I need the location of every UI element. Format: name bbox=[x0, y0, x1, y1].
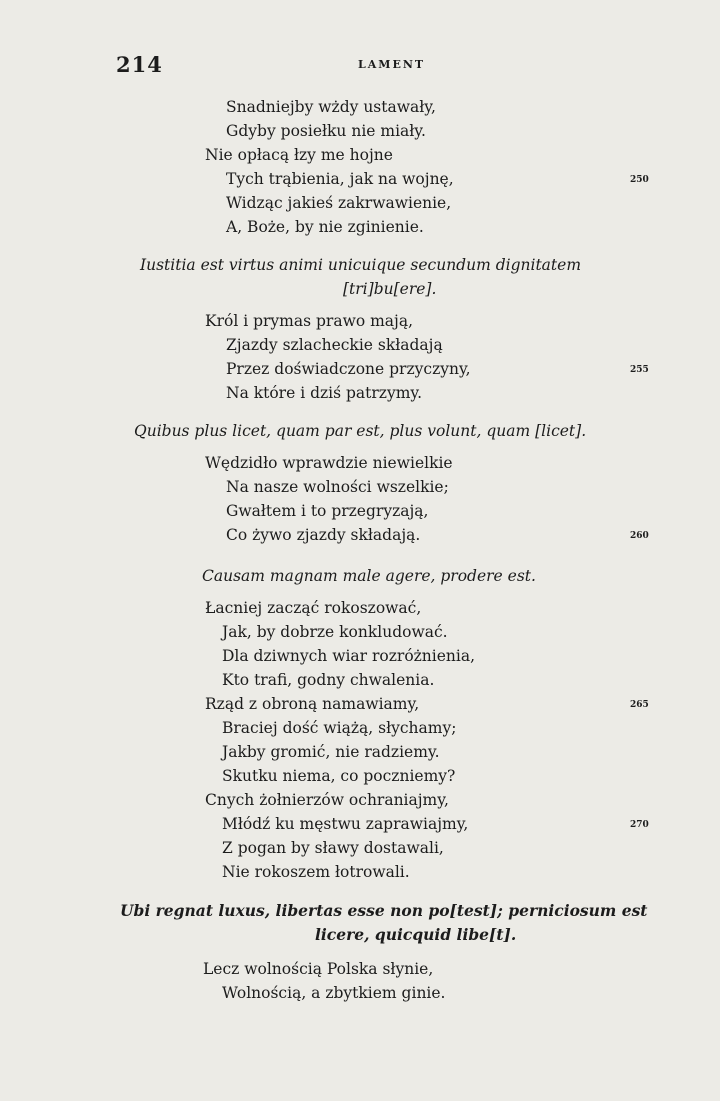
verse-line: Jakby gromić, nie radziemy. bbox=[222, 743, 440, 761]
latin-heading: Ubi regnat luxus, libertas esse non po[test]; perniciosum est bbox=[120, 901, 648, 920]
verse-line: Na które i dziś patrzymy. bbox=[226, 384, 423, 402]
line-number: 255 bbox=[630, 365, 649, 375]
verse-line: Skutku niema, co poczniemy? bbox=[222, 767, 456, 785]
line-number: 270 bbox=[630, 820, 649, 830]
verse-line: Młódź ku męstwu zaprawiajmy, bbox=[222, 815, 469, 833]
latin-heading: Quibus plus licet, quam par est, plus volunt, quam [licet]. bbox=[134, 422, 587, 440]
line-number: 265 bbox=[630, 700, 649, 710]
verse-line: Nie rokoszem łotrowali. bbox=[222, 863, 410, 881]
verse-line: Widząc jakieś zakrwawienie, bbox=[226, 194, 452, 212]
latin-heading: licere, quicquid libe[t]. bbox=[315, 925, 517, 944]
verse-line: Na nasze wolności wszelkie; bbox=[226, 478, 449, 496]
line-number: 250 bbox=[630, 175, 649, 185]
verse-line: Z pogan by sławy dostawali, bbox=[222, 839, 444, 857]
latin-heading: Causam magnam male agere, prodere est. bbox=[202, 567, 536, 585]
verse-line: Rząd z obroną namawiamy, bbox=[205, 695, 420, 713]
verse-line: Snadniejby wżdy ustawały, bbox=[226, 98, 436, 116]
verse-line: Dla dziwnych wiar rozróżnienia, bbox=[222, 647, 476, 665]
verse-line: Król i prymas prawo mają, bbox=[205, 312, 414, 330]
verse-line: Nie opłacą łzy me hojne bbox=[205, 146, 393, 164]
verse-line: Wolnością, a zbytkiem ginie. bbox=[222, 984, 446, 1002]
verse-line: Lecz wolnością Polska słynie, bbox=[203, 960, 434, 978]
verse-line: Jak, by dobrze konkludować. bbox=[222, 623, 448, 641]
verse-line: Co żywo zjazdy składają. bbox=[226, 526, 421, 544]
verse-line: Zjazdy szlacheckie składają bbox=[226, 336, 443, 354]
verse-line: Kto trafi, godny chwalenia. bbox=[222, 671, 435, 689]
latin-heading: Iustitia est virtus animi unicuique secundum dignitatem bbox=[140, 256, 582, 274]
verse-line: Przez doświadczone przyczyny, bbox=[226, 360, 471, 378]
verse-line: Braciej dość wiążą, słychamy; bbox=[222, 719, 457, 737]
verse-line: Cnych żołnierzów ochraniajmy, bbox=[205, 791, 449, 809]
verse-line: A, Boże, by nie zginienie. bbox=[226, 218, 424, 236]
verse-line: Tych trąbienia, jak na wojnę, bbox=[226, 170, 454, 188]
verse-line: Łacniej zacząć rokoszować, bbox=[205, 599, 422, 617]
verse-line: Wędzidło wprawdzie niewielkie bbox=[205, 454, 453, 472]
line-number: 260 bbox=[630, 531, 649, 541]
page-number: 214 bbox=[116, 52, 163, 77]
verse-line: Gdyby posiełku nie miały. bbox=[226, 122, 426, 140]
running-head: LAMENT bbox=[358, 58, 426, 71]
latin-heading: [tri]bu[ere]. bbox=[343, 280, 437, 298]
verse-line: Gwałtem i to przegryzają, bbox=[226, 502, 429, 520]
